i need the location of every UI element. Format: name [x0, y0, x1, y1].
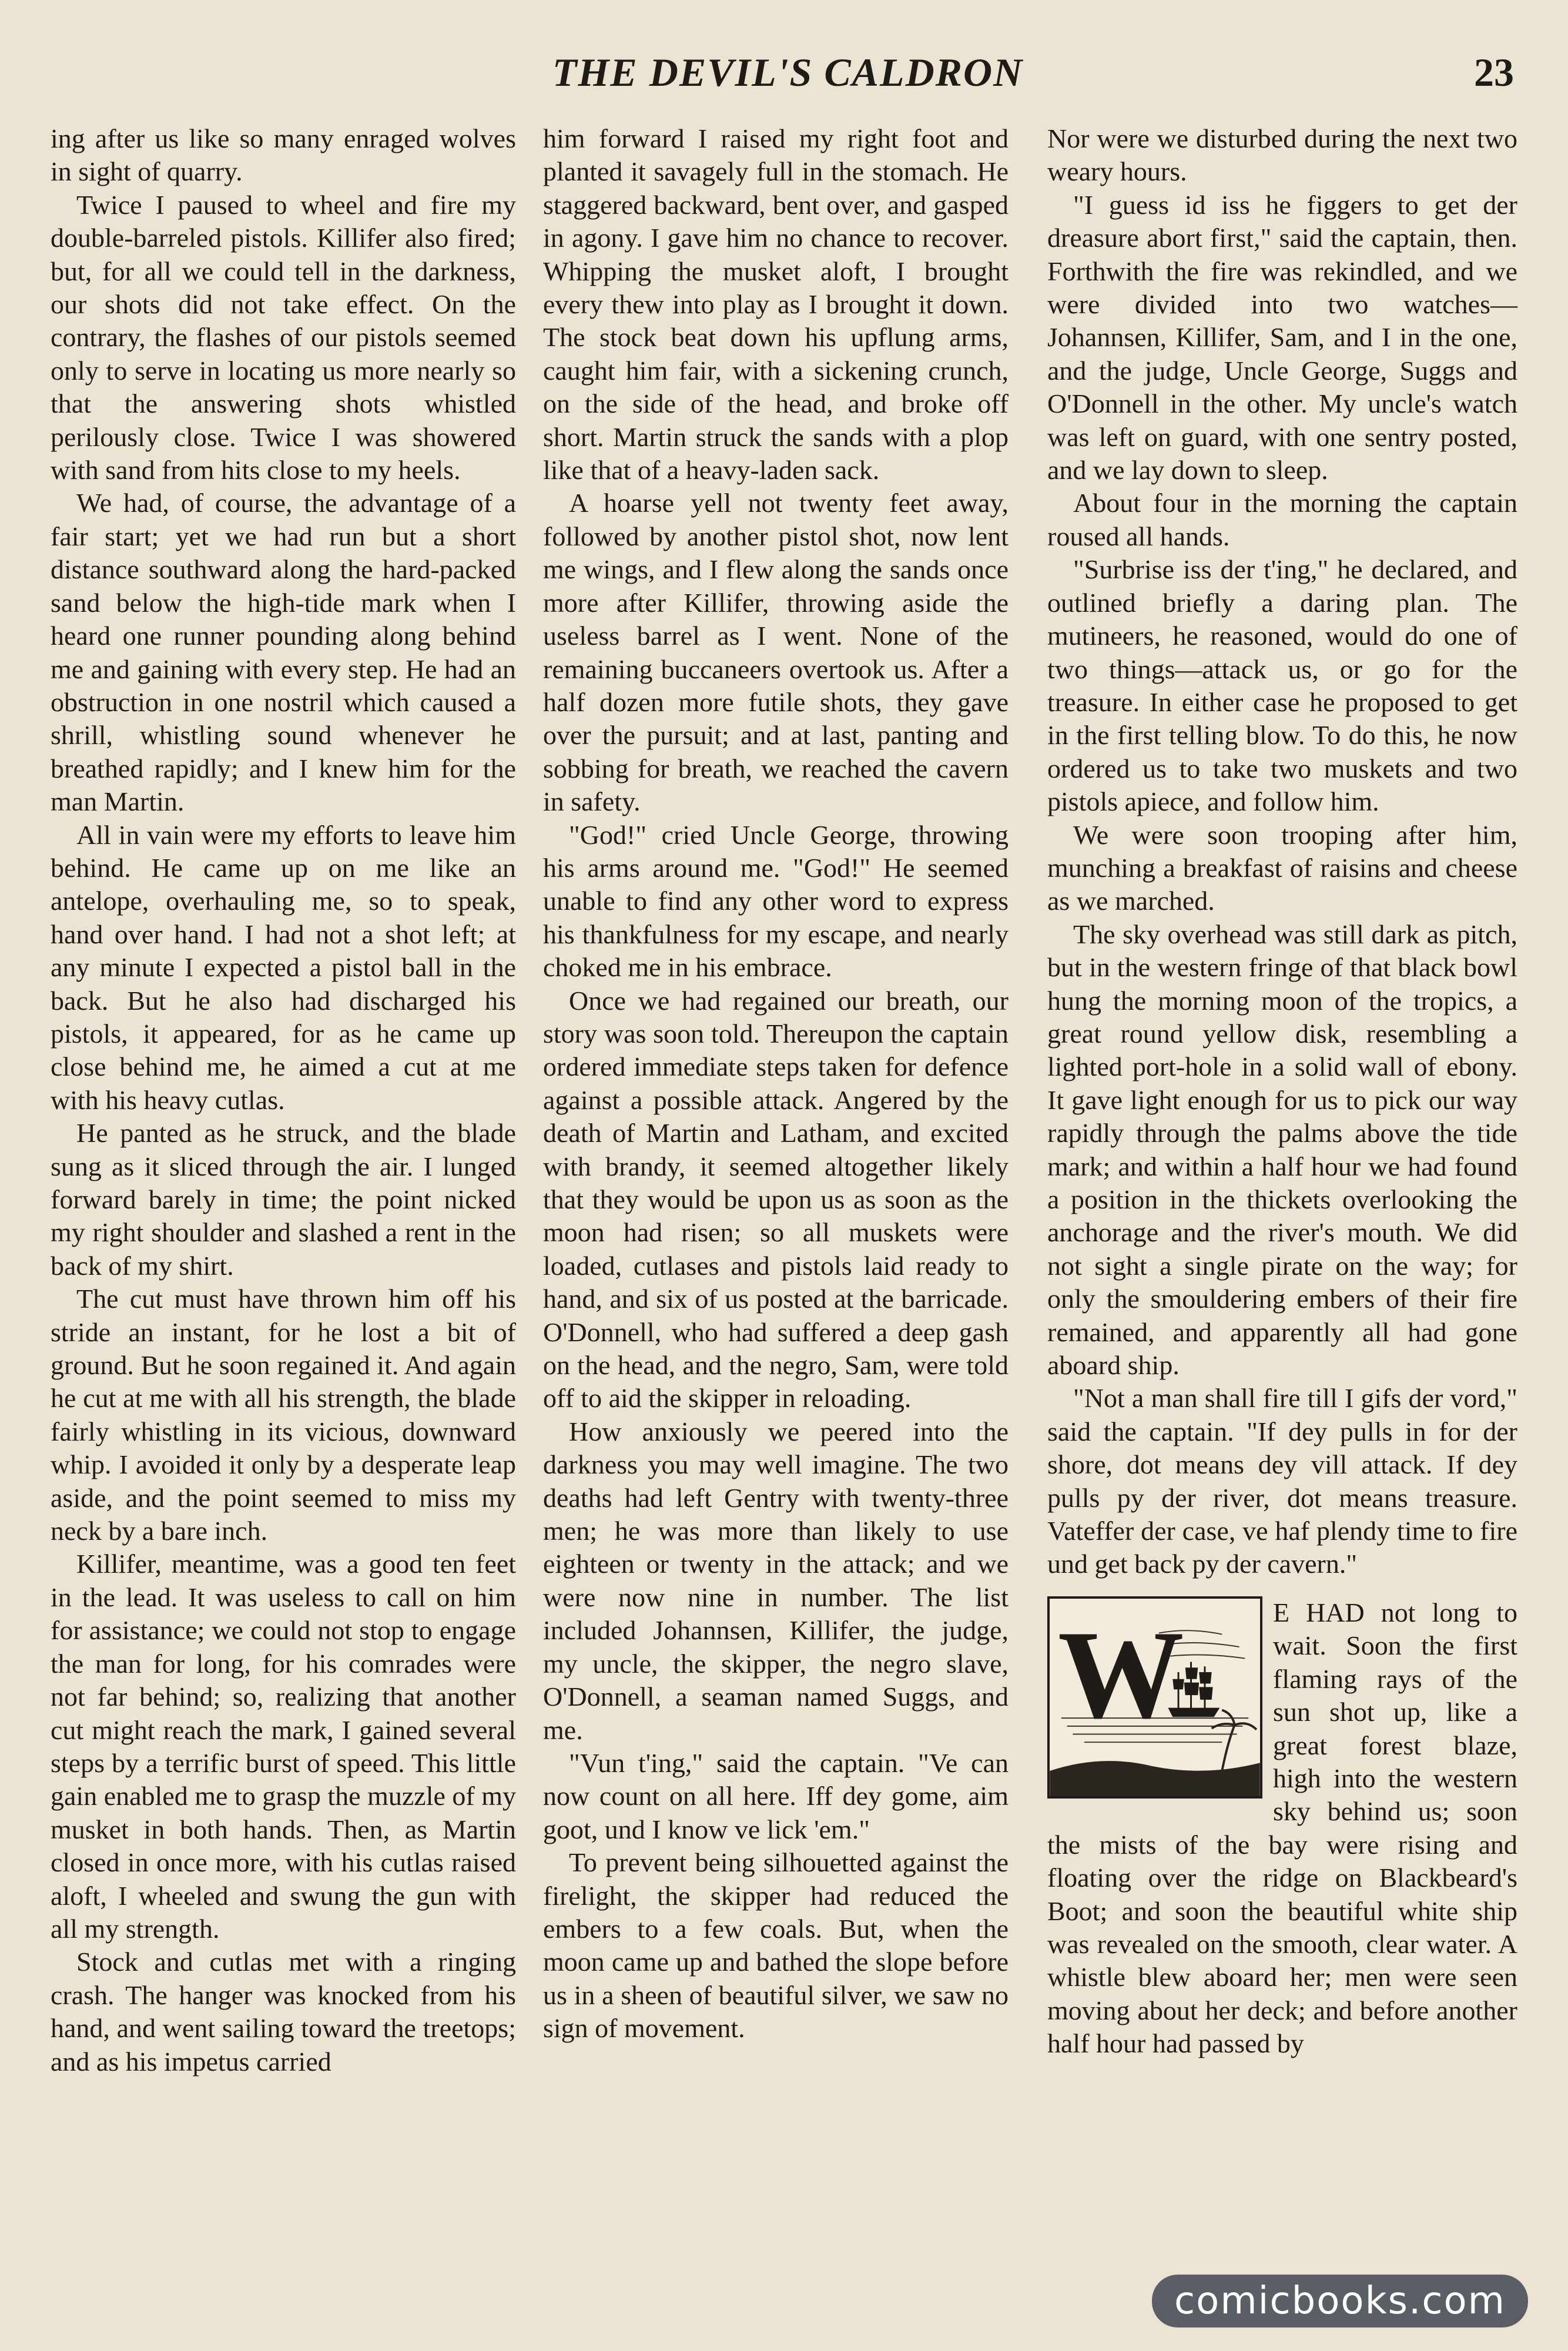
paragraph: Nor were we disturbed during the next two weary hours.	[1047, 123, 1517, 187]
paragraph: Stock and cutlas met with a ringing crash. The hanger was knocked from his hand, and went sailing toward the treetops; and as his impetus carried	[51, 1947, 516, 2077]
text-column-2	[543, 122, 1009, 2045]
paragraph: "I guess id iss he figgers to get der dreasure abort first," said the captain, then. Forthwith the fire was rekindled, and we were divided into two watches—Johannsen, Killifer, Sam, and I in the one, and the judge, Uncle George, Suggs and O'Donnell in the other. My uncle's watch was left on guard, with one sentry posted, and we lay down to sleep.	[1047, 189, 1517, 485]
running-header	[0, 43, 1568, 102]
paragraph: A hoarse yell not twenty feet away, followed by another pistol shot, now lent me wings, and I flew along the sands once more after Killifer, throwing aside the useless barrel as I went. None of the remaining buccaneers overtook us. After a half dozen more futile shots, they gave over the pursuit; and at last, panting and sobbing for breath, we reached the cavern in safety.	[543, 488, 1009, 817]
page-number: 23	[1474, 50, 1514, 95]
paragraph: "Vun t'ing," said the captain. "Ve can now count on all here. Iff dey gome, aim goot, und I know ve lick 'em."	[543, 1747, 1009, 1844]
paragraph: The cut must have thrown him off his stride an instant, for he lost a bit of ground. But he soon regained it. And again he cut at me with all his strength, the blade fairly whistling in its vicious, downward whip. I avoided it only by a desperate leap aside, and the point seemed to miss my neck by a bare inch.	[51, 1284, 516, 1546]
watermark: comicbooks.com	[1152, 2275, 1528, 2327]
paragraph: The sky overhead was still dark as pitch, but in the western fringe of that black bowl hung the morning moon of the tropics, a great round yellow disk, resembling a lighted port-hole in a solid wall of ebony. It gave light enough for us to pick our way rapidly through the palms above the tide mark; and within a half hour we had found a position in the thickets overlooking the anchorage and the river's mouth. We did not sight a single pirate on the way; for only the smouldering embers of their fire remained, and apparently all had gone aboard ship.	[1047, 919, 1517, 1381]
drop-cap-letter: W	[1057, 1605, 1184, 1745]
paragraph: ing after us like so many enraged wolves in sight of quarry.	[51, 123, 516, 187]
page-title: THE DEVIL'S CALDRON	[552, 50, 1024, 95]
drop-cap-illustration	[1047, 1596, 1262, 1799]
text-column-3	[1047, 122, 1517, 2061]
paragraph: "God!" cried Uncle George, throwing his arms around me. "God!" He seemed unable to find any other word to express his thankfulness for my escape, and nearly choked me in his embrace.	[543, 819, 1009, 983]
paragraph: E HAD not long to wait. Soon the first flaming rays of the sun shot up, like a great forest blaze, high into the western sky behind us; soon the mists of the bay were rising and floating over the ridge on Blackbeard's Boot; and soon the beautiful white ship was revealed on the smooth, clear water. A whistle blew aboard her; men were seen moving about her deck; and before another half hour had passed by	[1047, 1597, 1517, 2059]
paragraph: "Surbrise iss der t'ing," he declared, and outlined briefly a daring plan. The mutineers, he reasoned, would do one of two things—attack us, or go for the treasure. In either case he proposed to get in the first telling blow. To do this, he now ordered us to take two muskets and two pistols apiece, and follow him.	[1047, 554, 1517, 817]
ship-seascape-icon	[1050, 1599, 1260, 1796]
paragraph: Once we had regained our breath, our story was soon told. Thereupon the captain ordered immediate steps taken for defence against a possible attack. Angered by the death of Martin and Latham, and excited with brandy, it seemed altogether likely that they would be upon us as soon as the moon had risen; so all muskets were loaded, cutlases and pistols laid ready to hand, and six of us posted at the barricade. O'Donnell, who had suffered a deep gash on the head, and the negro, Sam, were told off to aid the skipper in reloading.	[543, 985, 1009, 1414]
paragraph: About four in the morning the captain roused all hands.	[1047, 488, 1517, 551]
paragraph: We were soon trooping after him, munching a breakfast of raisins and cheese as we marched.	[1047, 819, 1517, 916]
paragraph: To prevent being silhouetted against the firelight, the skipper had reduced the embers to a few coals. But, when the moon came up and bathed the slope before us in a sheen of beautiful silver, we saw no sign of movement.	[543, 1847, 1009, 2044]
paragraph: All in vain were my efforts to leave him behind. He came up on me like an antelope, overhauling me, so to speak, hand over hand. I had not a shot left; at any minute I expected a pistol ball in the back. But he also had discharged his pistols, it appeared, for as he came up close behind me, he aimed a cut at me with his heavy cutlas.	[51, 819, 516, 1115]
section-opening	[1047, 1596, 1517, 2061]
paragraph: Killifer, meantime, was a good ten feet in the lead. It was useless to call on him for assistance; we could not stop to engage the man for long, for his comrades were not far behind; so, realizing that another cut might reach the mark, I gained several steps by a terrific burst of speed. This little gain enabled me to grasp the muzzle of my musket in both hands. Then, as Martin closed in once more, with his cutlas raised aloft, I wheeled and swung the gun with all my strength.	[51, 1549, 516, 1944]
paragraph: Twice I paused to wheel and fire my double-barreled pistols. Killifer also fired; but, for all we could tell in the darkness, our shots did not take effect. On the contrary, the flashes of our pistols seemed only to serve in locating us more nearly so that the answering shots whistled perilously close. Twice I was showered with sand from hits close to my heels.	[51, 189, 516, 485]
paragraph: "Not a man shall fire till I gifs der vord," said the captain. "If dey pulls in for der shore, dot means dey vill attack. If dey pulls py der river, dot means treasure. Vateffer der case, ve haf plendy time to fire und get back py der cavern."	[1047, 1383, 1517, 1579]
paragraph: He panted as he struck, and the blade sung as it sliced through the air. I lunged forward barely in time; the point nicked my right shoulder and slashed a rent in the back of my shirt.	[51, 1118, 516, 1281]
paragraph: How anxiously we peered into the darkness you may well imagine. The two deaths had left Gentry with twenty-three men; he was more than likely to use eighteen or twenty in the attack; and we were now nine in number. The list included Johannsen, Killifer, the judge, my uncle, the skipper, the negro slave, O'Donnell, a seaman named Suggs, and me.	[543, 1416, 1009, 1745]
paragraph: him forward I raised my right foot and planted it savagely full in the stomach. He staggered backward, bent over, and gasped in agony. I gave him no chance to recover. Whipping the musket aloft, I brought every thew into play as I brought it down. The stock beat down his upflung arms, caught him fair, with a sickening crunch, on the side of the head, and broke off short. Martin struck the sands with a plop like that of a heavy-laden sack.	[543, 123, 1009, 485]
text-column-1	[51, 122, 516, 2078]
paragraph: We had, of course, the advantage of a fair start; yet we had run but a short distance southward along the hard-packed sand below the high-tide mark when I heard one runner pounding along behind me and gaining with every step. He had an obstruction in one nostril which caused a shrill, whistling sound whenever he breathed rapidly; and I knew him for the man Martin.	[51, 488, 516, 817]
